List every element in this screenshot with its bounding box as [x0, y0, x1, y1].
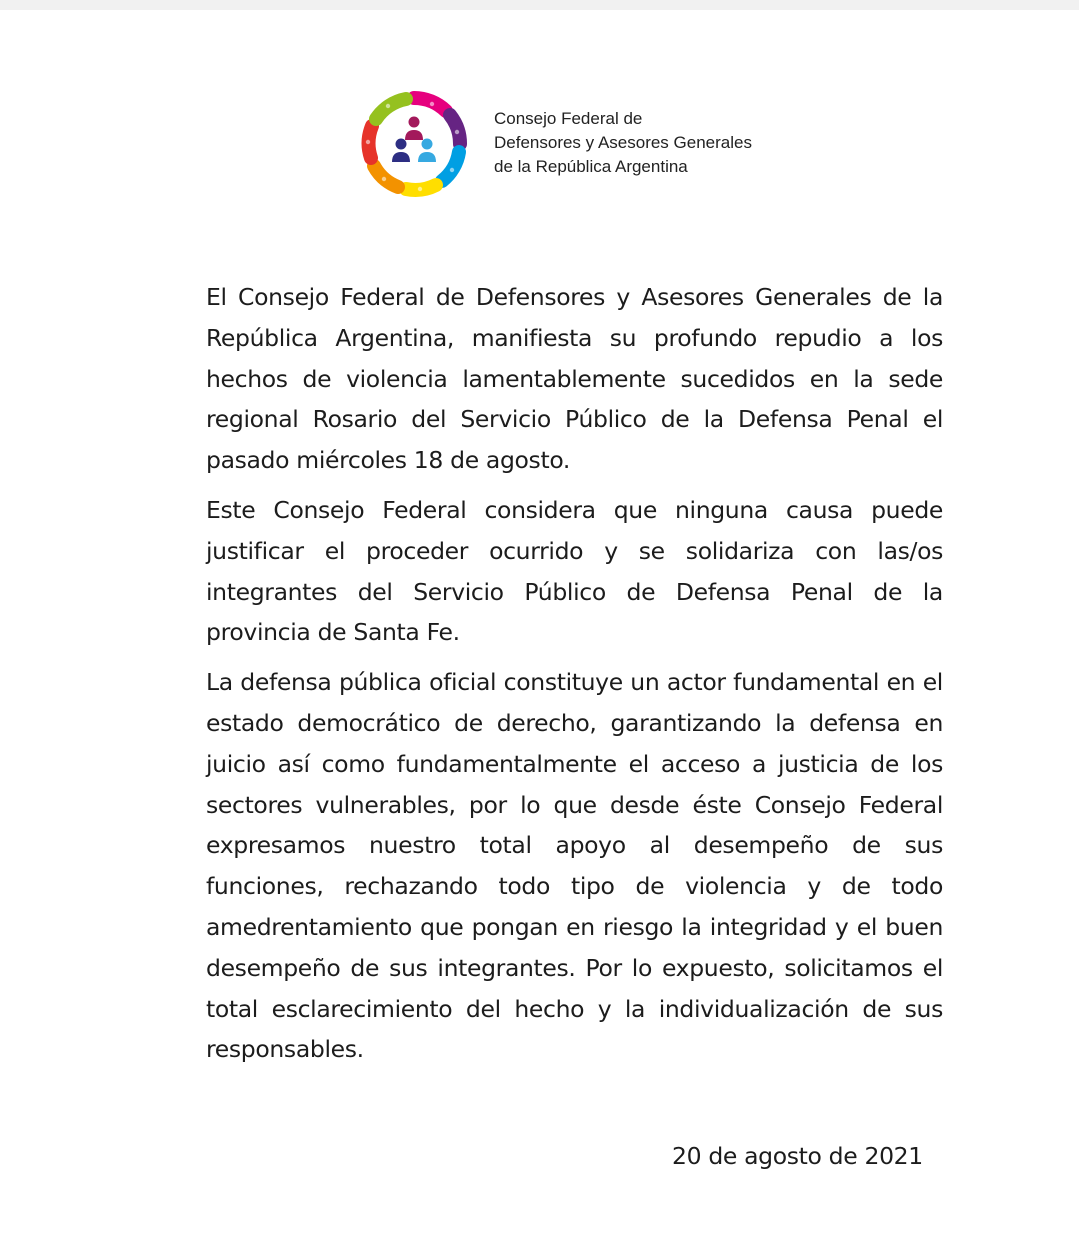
logo-hand-green [376, 99, 406, 119]
organization-logo-icon [358, 88, 470, 200]
statement-date: 20 de agosto de 2021 [672, 1142, 923, 1170]
organization-name-line-2: Defensores y Asesores Generales [494, 133, 752, 152]
organization-name-line-3: de la República Argentina [494, 157, 688, 176]
logo-hand-orange [374, 166, 398, 187]
statement-paragraph-3: La defensa pública oficial constituye un actor fundamental en el estado democrático de derecho, garantizando la defensa en juicio así como fundamentalmente el acceso a justicia de los sectores vulnerables, por lo que desde éste Consejo Federal expresamos nuestro total apoyo al desempeño de sus funciones, rechazando todo tipo de violencia y de todo amedrentamiento que pongan en riesgo la integridad y el buen desempeño de sus integrantes. Por lo expuesto, solicitamos el total esclarecimiento del hecho y la individualización de sus responsables. [206, 668, 943, 1064]
statement-paragraph-2: Este Consejo Federal considera que ninguna causa puede justificar el proceder ocurrido y se solidariza con las/os integrantes del Servicio Público de Defensa Penal de la provincia de Santa Fe. [206, 495, 943, 647]
logo-people-icon [392, 117, 436, 163]
statement-body [206, 277, 943, 1079]
logo-hand-blue [442, 152, 459, 181]
top-strip [0, 0, 1079, 10]
statement-paragraph-1: El Consejo Federal de Defensores y Asesores Generales de la República Argentina, manifiesta su profundo repudio a los hechos de violencia lamentablemente sucedidos en la sede regional Rosario del Servicio Público de la Defensa Penal el pasado miércoles 18 de agosto. [206, 283, 943, 475]
logo-hand-purple [450, 115, 460, 144]
organization-name-line-1: Consejo Federal de [494, 109, 643, 128]
organization-name [494, 107, 814, 179]
logo-ring-icon [358, 88, 470, 200]
